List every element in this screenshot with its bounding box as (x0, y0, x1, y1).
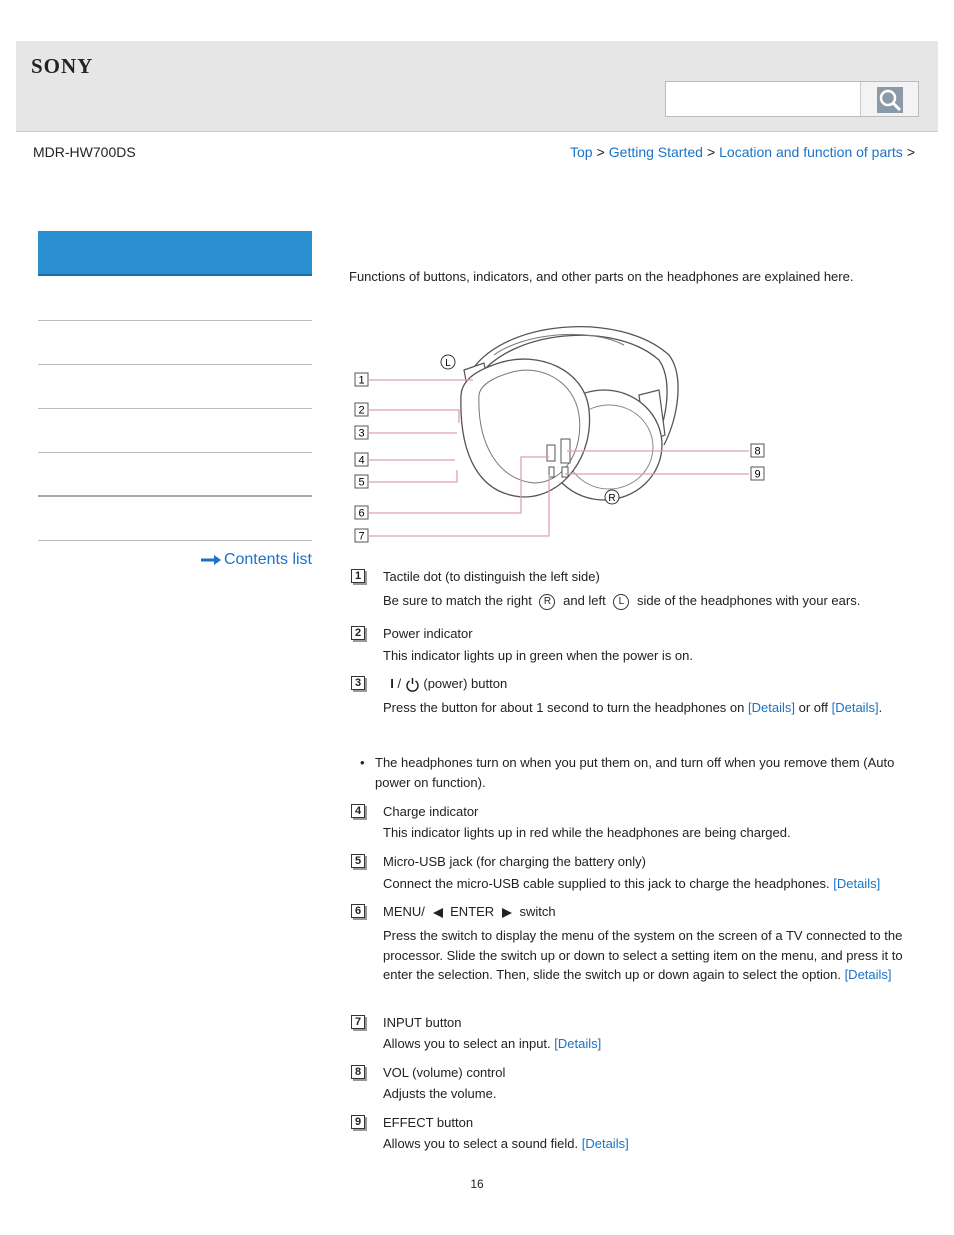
part-description (383, 1034, 601, 1054)
breadcrumb-separator: > (596, 144, 605, 160)
part-description (383, 926, 918, 985)
sidebar-item[interactable] (38, 497, 312, 541)
part-description (383, 1134, 629, 1154)
contents-list-link[interactable] (201, 551, 312, 569)
title-text: ENTER (450, 904, 495, 919)
breadcrumb-separator: > (706, 144, 716, 160)
number-box: 1 (351, 569, 365, 583)
part-description (383, 874, 880, 894)
desc-text: Allows you to select an input. (383, 1036, 551, 1051)
note-text: The headphones turn on when you put them on, and turn off when you remove them (Auto power on function). (375, 755, 895, 790)
sidebar (38, 231, 312, 568)
part-description: This indicator lights up in red while the headphones are being charged. (383, 825, 791, 840)
search-icon (877, 87, 903, 113)
diagram-label: 2 (358, 404, 365, 417)
number-box: 2 (351, 626, 365, 640)
title-text: / (397, 676, 402, 691)
part-title (383, 904, 556, 919)
desc-text: Connect the micro-USB cable supplied to this jack to charge the headphones. (383, 876, 830, 891)
model-name: MDR-HW700DS (33, 144, 136, 160)
power-icon (405, 677, 420, 692)
number-box: 6 (351, 904, 365, 918)
part-description (383, 591, 860, 611)
diagram-label: 8 (754, 445, 761, 458)
desc-text: Allows you to select a sound field. (383, 1136, 579, 1151)
part-title: VOL (volume) control (383, 1065, 506, 1080)
bullet: • (360, 755, 365, 770)
breadcrumb (570, 144, 919, 160)
number-box: 7 (351, 1015, 365, 1029)
breadcrumb-location-parts[interactable]: Location and function of parts (719, 144, 903, 160)
number-box: 5 (351, 854, 365, 868)
details-link[interactable]: [Details] (554, 1036, 602, 1051)
search-box (665, 81, 919, 117)
desc-text: or off (798, 700, 828, 715)
headphones-illustration (349, 315, 769, 550)
page-number: 16 (470, 1177, 484, 1191)
details-link[interactable]: [Details] (844, 967, 892, 982)
right-side-icon: R (539, 594, 555, 610)
sidebar-item[interactable] (38, 321, 312, 365)
contents-list-label: Contents list (223, 551, 312, 568)
number-box: 3 (351, 676, 365, 690)
desc-text: Press the button for about 1 second to turn the headphones on (383, 700, 745, 715)
sidebar-item[interactable] (38, 409, 312, 453)
part-title (383, 676, 507, 692)
title-text: switch (519, 904, 556, 919)
breadcrumb-top[interactable]: Top (570, 144, 593, 160)
diagram-label: 5 (358, 476, 365, 489)
breadcrumb-separator: > (906, 144, 915, 160)
sidebar-item[interactable] (38, 276, 312, 321)
title-text: MENU/ (383, 904, 425, 919)
triangle-left-icon (432, 907, 444, 919)
part-description: Adjusts the volume. (383, 1086, 497, 1101)
diagram-label: 6 (358, 507, 365, 520)
search-input[interactable] (666, 82, 861, 116)
diagram-label: 7 (358, 530, 365, 543)
details-link[interactable]: [Details] (831, 700, 879, 715)
part-title: EFFECT button (383, 1115, 474, 1130)
diagram-label: 9 (754, 468, 761, 481)
desc-text: Press the switch to display the menu of the system on the screen of a TV connected to the processor. Slide the switch up or down to select a setting item on the menu, and press it to enter the selection. Then, slide the switch up or down again to select the option. (383, 928, 903, 982)
sidebar-item[interactable] (38, 453, 312, 497)
number-box: 9 (351, 1115, 365, 1129)
details-link[interactable]: [Details] (833, 876, 881, 891)
part-description: This indicator lights up in green when the power is on. (383, 648, 694, 663)
arrow-right-icon (201, 555, 221, 565)
title-text: (power) button (423, 676, 508, 691)
intro-text: Functions of buttons, indicators, and other parts on the headphones are explained here. (349, 269, 854, 284)
part-title: Micro-USB jack (for charging the battery only) (383, 854, 646, 869)
part-title: INPUT button (383, 1015, 462, 1030)
desc-text: side of the headphones with your ears. (637, 593, 861, 608)
part-title: Tactile dot (to distinguish the left side) (383, 569, 600, 584)
details-link[interactable]: [Details] (748, 700, 795, 715)
left-side-icon: L (613, 594, 629, 610)
triangle-right-icon (501, 907, 513, 919)
diagram-label: 4 (358, 454, 365, 467)
part-description (383, 698, 882, 718)
site-header (16, 41, 938, 132)
diagram-label: 1 (358, 374, 365, 387)
desc-text: . (878, 700, 883, 715)
number-box: 8 (351, 1065, 365, 1079)
power-on-glyph: I (390, 676, 394, 691)
search-button[interactable] (860, 82, 918, 116)
part-title: Charge indicator (383, 804, 479, 819)
desc-text: Be sure to match the right (383, 593, 532, 608)
part-title: Power indicator (383, 626, 473, 641)
diagram-side-left: L (445, 358, 451, 369)
diagram-label: 3 (358, 427, 365, 440)
details-link[interactable]: [Details] (581, 1136, 629, 1151)
breadcrumb-getting-started[interactable]: Getting Started (608, 144, 703, 160)
sidebar-item[interactable] (38, 365, 312, 409)
diagram-side-right: R (608, 493, 616, 504)
number-box: 4 (351, 804, 365, 818)
sony-logo[interactable]: SONY (31, 54, 94, 78)
sidebar-header (38, 231, 312, 276)
desc-text: and left (563, 593, 606, 608)
headphones-diagram (349, 315, 769, 550)
